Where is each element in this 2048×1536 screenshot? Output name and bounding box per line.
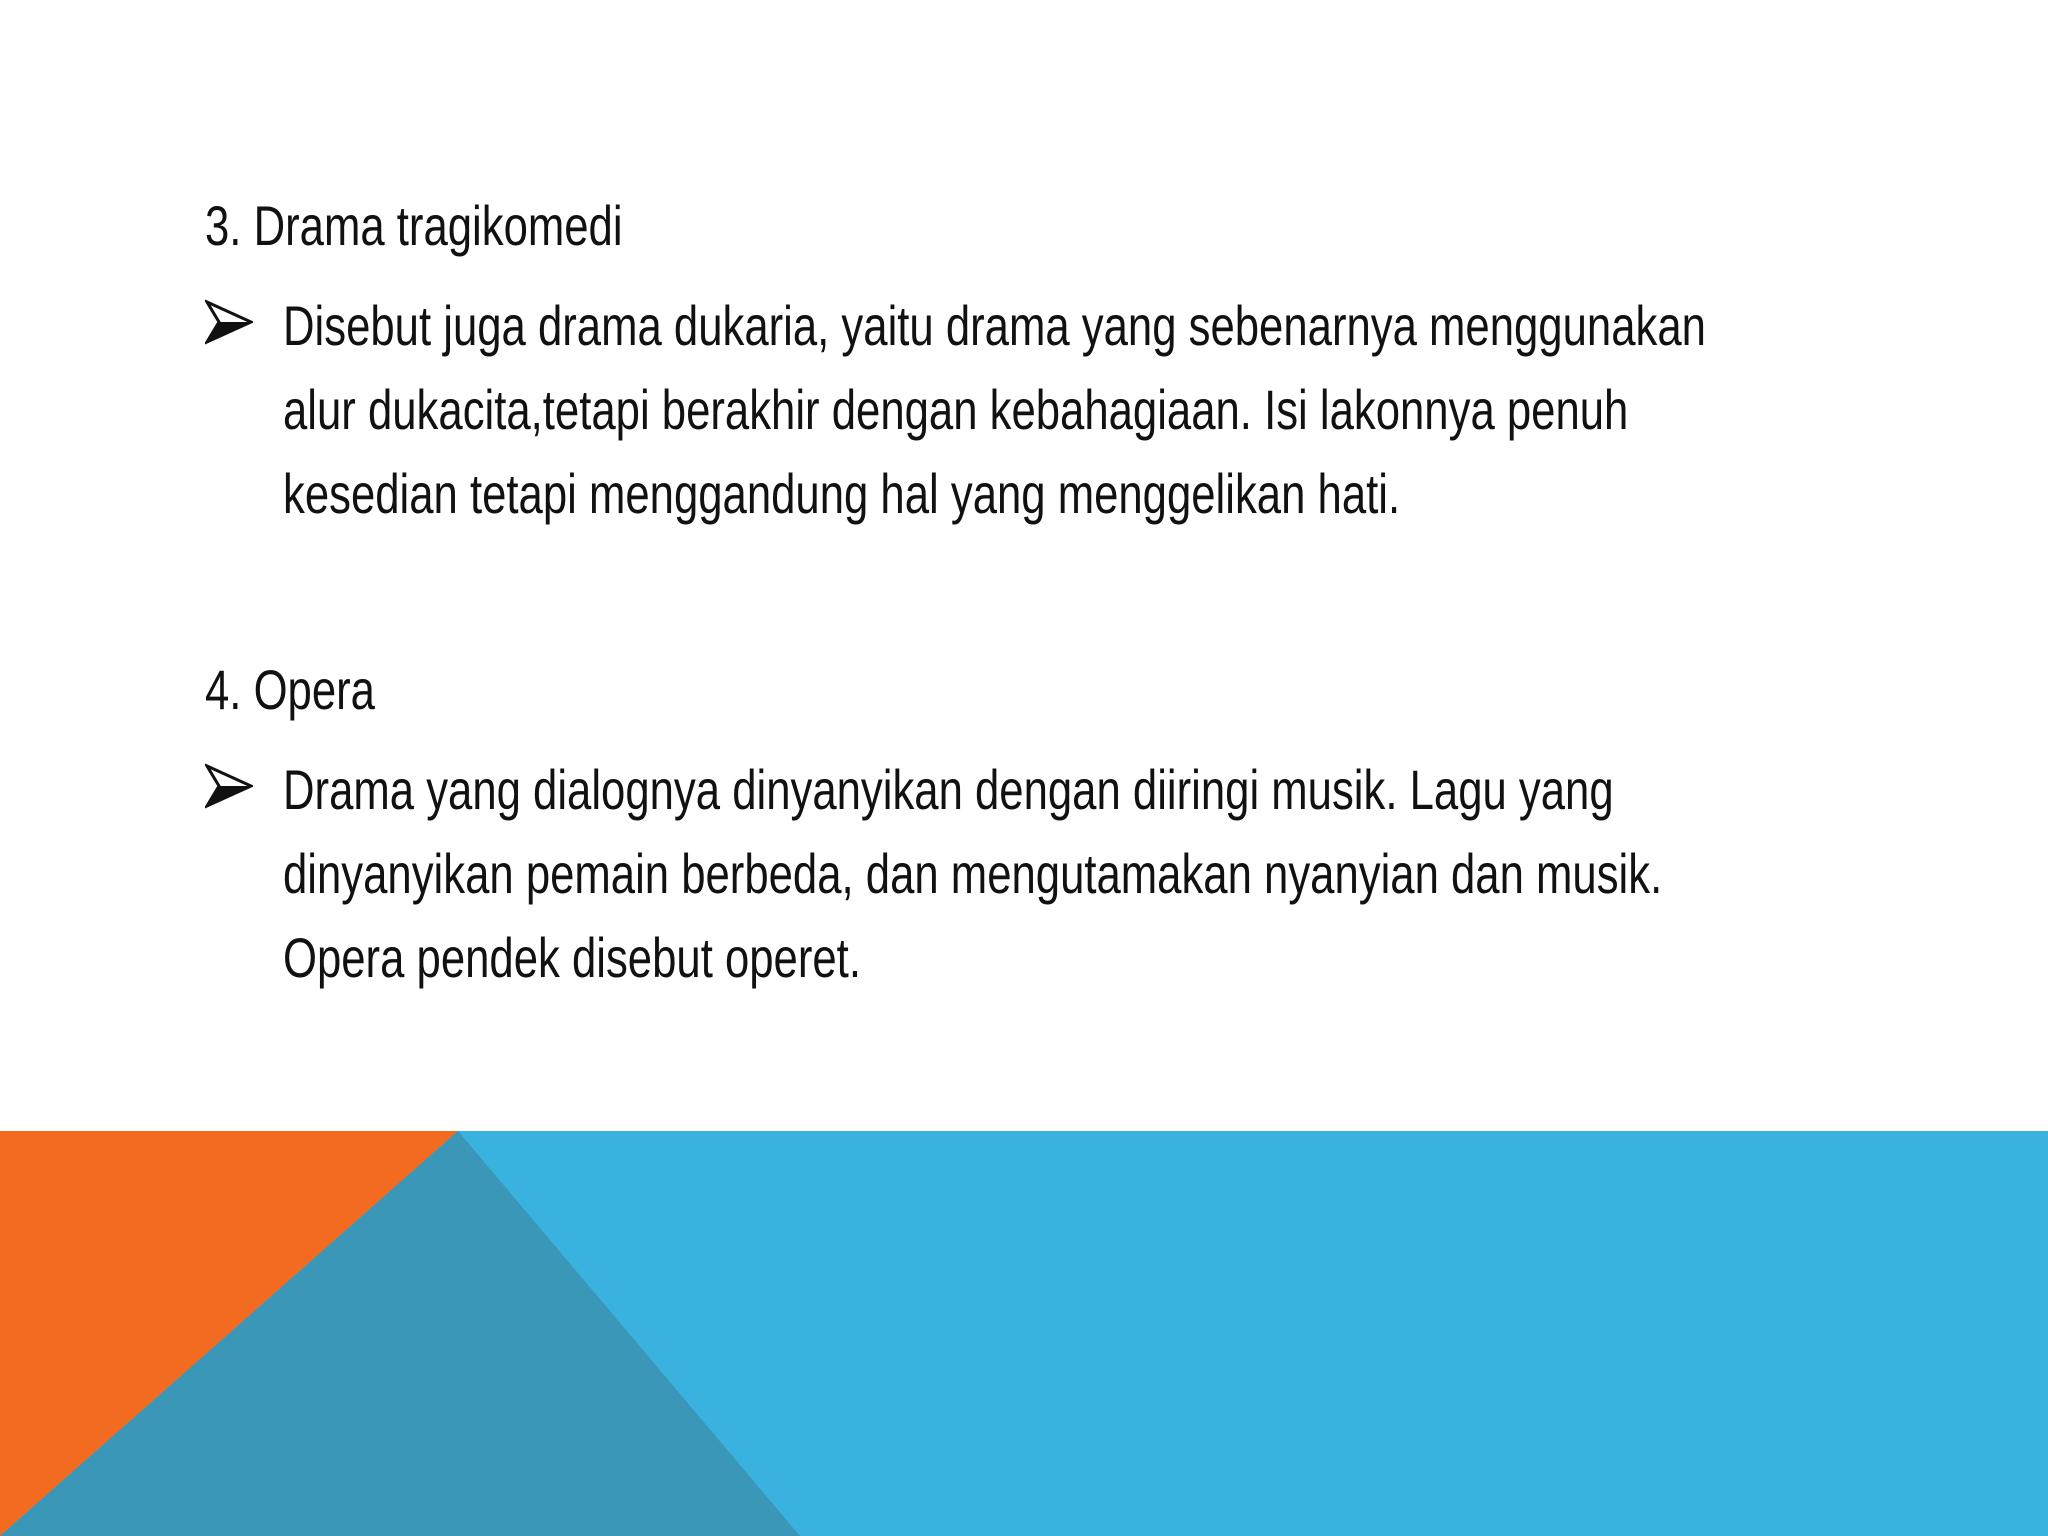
text-line: kesedian tetapi menggandung hal yang menggelikan hati. [283,462,1401,525]
text-line: Drama yang dialognya dinyanyikan dengan diiringi musik. Lagu yang [283,758,1614,821]
arrowhead-bullet-icon [205,298,253,346]
decorative-footer-band [0,1131,2048,1536]
text-line: alur dukacita,tetapi berakhir dengan kebahagiaan. Isi lakonnya penuh [283,378,1629,441]
text-line: Disebut juga drama dukaria, yaitu drama yang sebenarnya menggunakan [283,294,1706,357]
section-tragikomedi [205,190,1925,536]
text-line: Opera pendek disebut operet. [283,926,861,989]
bullet-text-opera [283,748,1921,1000]
bullet-tragikomedi [205,284,1925,536]
bullet-opera [205,748,1925,1000]
section-opera [205,654,1925,1000]
slide-content [205,190,1925,1000]
heading-tragikomedi: 3. Drama tragikomedi [205,194,623,257]
text-line: dinyanyikan pemain berbeda, dan mengutamakan nyanyian dan musik. [283,842,1663,905]
arrowhead-bullet-icon [205,762,253,810]
section-spacer [205,536,1925,654]
bullet-text-tragikomedi [283,284,1921,536]
heading-opera: 4. Opera [205,658,375,721]
